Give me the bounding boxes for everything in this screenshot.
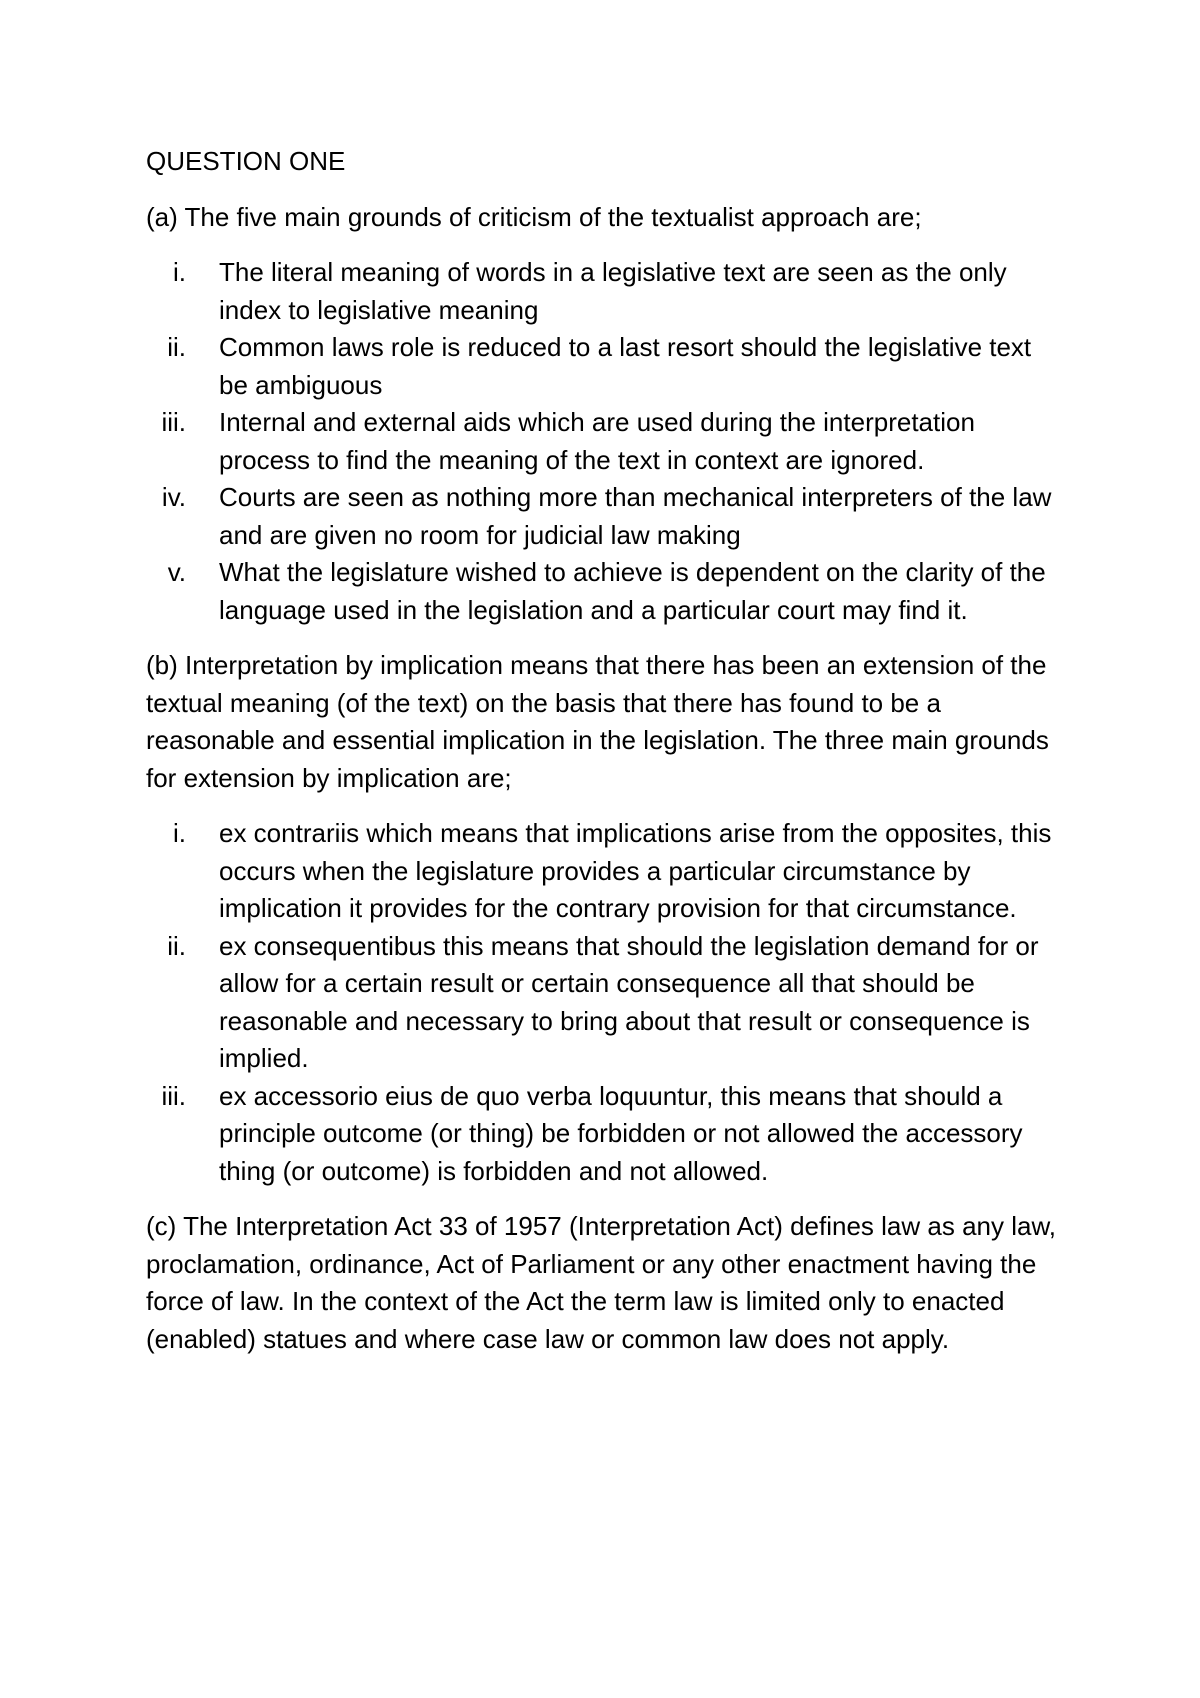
list-marker: ii. [167,332,186,362]
document-body [146,143,1066,1376]
list-item [146,928,1066,1078]
list-marker: i. [173,257,186,287]
list-item-text: ex contrariis which means that implications arise from the opposites, this occurs when the legislature provides a particular circumstance by implication it provides for the contrary provision for that circumstance. [219,818,1052,923]
list-marker: ii. [167,930,186,961]
list-item [146,815,1066,928]
list-marker: iv. [161,482,186,512]
list-item [146,1078,1066,1191]
list-item [146,329,1066,404]
question-heading: QUESTION ONE [146,146,346,176]
list-item [146,254,1066,329]
list-item [146,404,1066,479]
list-item-text: What the legislature wished to achieve is dependent on the clarity of the language used in the legislation and a particular court may find it. [219,557,1046,625]
list-item-text: Internal and external aids which are used during the interpretation process to find the meaning of the text in context are ignored. [219,407,975,475]
list-item-text: Common laws role is reduced to a last resort should the legislative text be ambiguous [219,332,1032,400]
list-marker: v. [167,557,186,587]
list-item [146,479,1066,554]
part-a-intro: (a) The five main grounds of criticism of the textualist approach are; [146,201,922,232]
part-b-intro: (b) Interpretation by implication means that there has been an extension of the textual meaning (of the text) on the basis that there has found to be a reasonable and essential implication in the legislation. The three main grounds for extension by implication are; [146,650,1049,793]
part-c-paragraph: (c) The Interpretation Act 33 of 1957 (Interpretation Act) defines law as any law, proclamation, ordinance, Act of Parliament or any other enactment having the force of law. In the context of the Act the term law is limited only to enacted (enabled) statues and where case law or common law does not apply. [146,1211,1057,1354]
list-item-text: ex accessorio eius de quo verba loquuntur, this means that should a principle outcome (or thing) be forbidden or not allowed the accessory thing (or outcome) is forbidden and not allowed. [219,1080,1023,1186]
list-item-text: ex consequentibus this means that should the legislation demand for or allow for a certain result or certain consequence all that should be reasonable and necessary to bring about that result or consequence is implied. [219,930,1039,1073]
list-marker: iii. [161,407,186,437]
list-marker: i. [173,818,186,848]
list-marker: iii. [161,1080,186,1111]
part-a-list [146,254,1066,629]
list-item [146,554,1066,629]
part-b-list [146,815,1066,1190]
list-item-text: Courts are seen as nothing more than mechanical interpreters of the law and are given no room for judicial law making [219,482,1052,550]
list-item-text: The literal meaning of words in a legislative text are seen as the only index to legislative meaning [219,257,1007,325]
